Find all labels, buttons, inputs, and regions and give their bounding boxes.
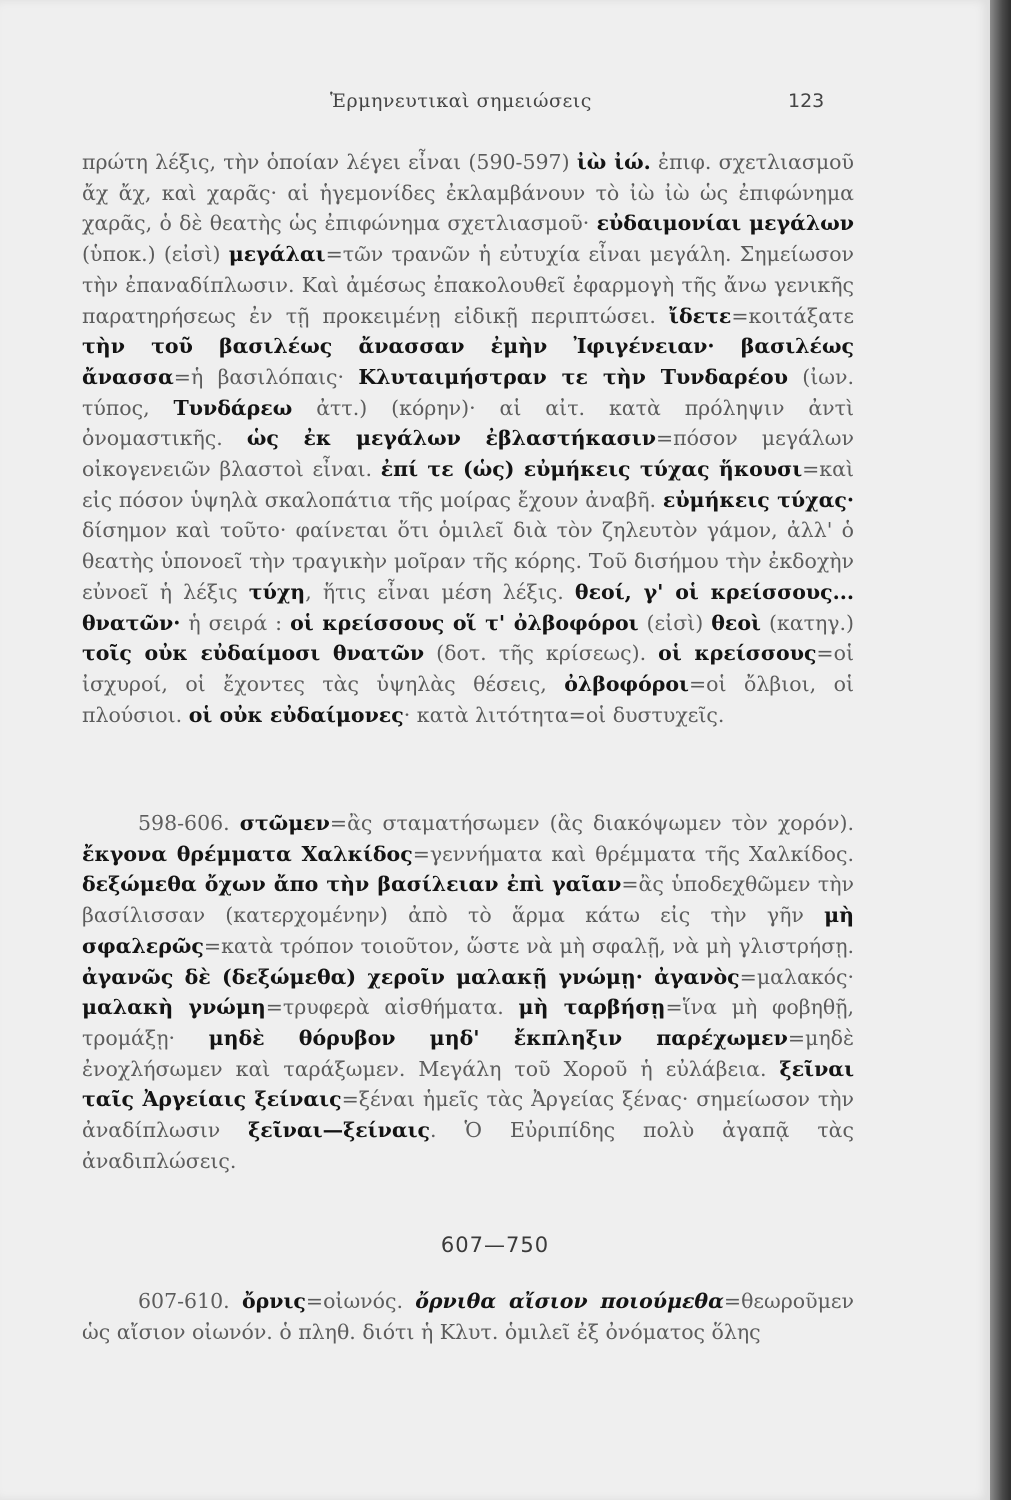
gloss-text: δίσημον καὶ τοῦτο· φαίνεται ὅτι ὁμιλεῖ διὰ τὸν ζηλευτὸν γάμον, ἀλλ' ὁ θεατὴς ὑπονοεῖ τὴν τραγικὴν μοῖραν τῆς κόρης. Τοῦ δισήμου τὴν ἐκδοχὴν εὐνοεῖ ἡ λέξις xyxy=(82,518,854,604)
gloss-text: (δοτ. τῆς κρίσεως). xyxy=(424,641,659,666)
lemma-text: οἱ οὐκ εὐδαίμονες xyxy=(188,702,404,727)
lemma-text: τὴν τοῦ βασιλέως ἄνασσαν ἐμὴν Ἰφιγένειαν· βασιλέως ἄνασσα xyxy=(82,334,854,389)
gloss-text: . Ὁ Εὐριπίδης πολὺ ἀγαπᾷ τὰς ἀναδιπλώσεις. xyxy=(82,1118,854,1173)
commentary-paragraph-607-610 xyxy=(82,1286,854,1347)
lemma-text: δεξώμεθα ὄχων ἄπο τὴν βασίλειαν ἐπὶ γαῖαν xyxy=(82,872,622,897)
commentary-paragraph-590-597 xyxy=(82,147,854,730)
gloss-text: · κατὰ λιτότητα=οἱ δυστυχεῖς. xyxy=(403,702,725,727)
gloss-text: =οἱ ἰσχυροί, οἱ ἔχοντες τὰς ὑψηλὰς θέσεις, xyxy=(82,641,854,696)
gloss-text: =οἱ ὄλβιοι, οἱ πλούσιοι. xyxy=(82,671,854,727)
paragraph-text xyxy=(82,150,854,727)
gloss-text: =μαλακός· xyxy=(739,964,854,989)
gloss-text: =τῶν τρανῶν ἡ εὐτυχία εἶναι μεγάλη. Σημείωσον τὴν ἐπαναδίπλωσιν. Καὶ ἀμέσως ἐπακολουθεῖ ἐφαρμογὴ τῆς ἄνω γενικῆς παρατηρήσεως ἐν τῇ προκειμένῃ εἰδικῇ περιπτώσει. xyxy=(82,242,854,328)
gloss-text: (εἰσὶ) xyxy=(638,610,712,635)
lemma-text: οἱ κρείσσους xyxy=(658,641,817,666)
running-head-title: Ἑρμηνευτικαὶ σημειώσεις xyxy=(330,90,592,112)
lemma-text: μηδὲ θόρυβον μηδ' ἔκπληξιν παρέχωμεν xyxy=(208,1025,788,1050)
lemma-text: τύχη xyxy=(248,579,306,604)
lemma-text: ὄρνις xyxy=(241,1289,306,1313)
lemma-text: ἰὼ ἰώ. xyxy=(576,150,651,174)
lemma-text: ἐπί τε (ὡς) εὐμήκεις τύχας ἥκουσι xyxy=(380,457,803,482)
lemma-text: ὡς ἐκ μεγάλων ἐβλαστήκασιν xyxy=(246,426,656,451)
lemma-text: θεοί, γ' οἱ κρείσσους... θνατῶν· xyxy=(82,579,854,635)
lemma-text: ὄρνιθα αἴσιον ποιούμεθα xyxy=(415,1289,724,1313)
gloss-text: =μηδὲ ἐνοχλήσωμεν καὶ ταράξωμεν. Μεγάλη τοῦ Χοροῦ ἡ εὐλάβεια. xyxy=(82,1025,854,1081)
page-number: 123 xyxy=(788,90,825,112)
lemma-text: ἀγανῶς δὲ (δεξώμεθα) χεροῖν μαλακῇ γνώμῃ· ἀγανὸς xyxy=(82,964,740,989)
gloss-text: 607-610. xyxy=(138,1289,242,1313)
gloss-text: =ἵνα μὴ φοβηθῇ, τρομάξῃ· xyxy=(82,995,854,1050)
lemma-text: θεοὶ xyxy=(711,610,761,635)
lemma-text: στῶμεν xyxy=(239,811,330,835)
gloss-text: (ἰων. τύπος, xyxy=(82,364,854,420)
gloss-text: =ἂς ὑποδεχθῶμεν τὴν βασίλισσαν (κατερχομένην) ἀπὸ τὸ ἅρμα κάτω εἰς τὴν γῆν xyxy=(82,872,854,928)
lemma-text: μεγάλαι xyxy=(228,242,326,267)
lemma-text: ἴδετε xyxy=(669,303,732,328)
gloss-text: , ἥτις εἶναι μέση λέξις. xyxy=(305,579,575,604)
lemma-text: Κλυταιμήστραν τε τὴν Τυνδαρέου xyxy=(358,364,788,389)
lemma-text: ξεῖναι ταῖς Ἀργείαις ξείναις xyxy=(82,1056,854,1112)
lemma-text: ξεῖναι—ξείναις xyxy=(248,1118,430,1143)
lemma-text: μὴ ταρβήσῃ xyxy=(518,995,666,1020)
gloss-text: (ὑποκ.) (εἰσὶ) xyxy=(82,242,229,267)
commentary-paragraph-598-606 xyxy=(82,808,854,1176)
lemma-text: ὀλβοφόροι xyxy=(564,671,689,696)
gloss-text: =γεννήματα καὶ θρέμματα τῆς Χαλκίδος. xyxy=(412,841,854,866)
section-heading: 607—750 xyxy=(440,1233,550,1257)
gloss-text: ἡ σειρά : xyxy=(180,610,291,635)
gloss-text: πρώτη λέξις, τὴν ὁποίαν λέγει εἶναι (590-597) xyxy=(82,150,577,174)
gloss-text: ἐπιφ. σχετλιασμοῦ ἄχ ἄχ, καὶ χαρᾶς· αἱ ἡγεμονίδες ἐκλαμβάνουν τὸ ἰὼ ἰὼ ὡς ἐπιφώνημα χαρᾶς, ὁ δὲ θεατὴς ὡς ἐπιφώνημα σχετλιασμοῦ· xyxy=(82,150,854,236)
running-head xyxy=(0,90,990,118)
gloss-text: =κοιτάξατε xyxy=(731,303,854,328)
gloss-text: =κατὰ τρόπον τοιοῦτον, ὥστε νὰ μὴ σφαλῇ, νὰ μὴ γλιστρήσῃ. xyxy=(203,933,854,958)
gloss-text: =καὶ εἰς πόσον ὑψηλὰ σκαλοπάτια τῆς μοίρας ἔχουν ἀναβῆ. xyxy=(82,457,854,512)
lemma-text: μαλακὴ γνώμη xyxy=(82,995,266,1020)
lemma-text: μὴ σφαλερῶς xyxy=(82,903,854,958)
lemma-text: εὐμήκεις τύχας· xyxy=(662,487,854,512)
paragraph-text xyxy=(82,811,854,1173)
gloss-text: =ἂς σταματήσωμεν (ἂς διακόψωμεν τὸν χορόν). xyxy=(329,811,854,835)
gloss-text: =θεωροῦμεν ὡς αἴσιον οἰωνόν. ὁ πληθ. διότι ἡ Κλυτ. ὁμιλεῖ ἐξ ὀνόματος ὅλης xyxy=(82,1289,855,1344)
gloss-text: =οἰωνός. xyxy=(305,1289,416,1313)
gloss-text: =ξέναι ἡμεῖς τὰς Ἀργείας ξένας· σημείωσον τὴν ἀναδίπλωσιν xyxy=(82,1087,854,1143)
gloss-text: =τρυφερὰ αἰσθήματα. xyxy=(265,995,519,1020)
lemma-text: εὐδαιμονίαι μεγάλων xyxy=(596,211,854,236)
lemma-text: οἱ κρείσσους οἵ τ' ὀλβοφόροι xyxy=(290,610,639,635)
book-page-edge xyxy=(990,0,1011,1500)
lemma-text: Τυνδάρεω xyxy=(173,395,293,420)
gloss-text: 598-606. xyxy=(138,811,240,835)
paragraph-text xyxy=(82,1289,854,1344)
gloss-text: =πόσον μεγάλων οἰκογενειῶν βλαστοὶ εἶναι. xyxy=(82,426,854,482)
lemma-text: τοῖς οὐκ εὐδαίμοσι θνατῶν xyxy=(82,641,425,666)
gloss-text: ἀττ.) (κόρην)· αἱ αἰτ. κατὰ πρόληψιν ἀντὶ ὀνομαστικῆς. xyxy=(82,395,854,451)
gloss-text: =ἡ βασιλόπαις· xyxy=(173,364,359,389)
gloss-text: (κατηγ.) xyxy=(760,610,855,635)
lemma-text: ἔκγονα θρέμματα Χαλκίδος xyxy=(82,841,413,866)
